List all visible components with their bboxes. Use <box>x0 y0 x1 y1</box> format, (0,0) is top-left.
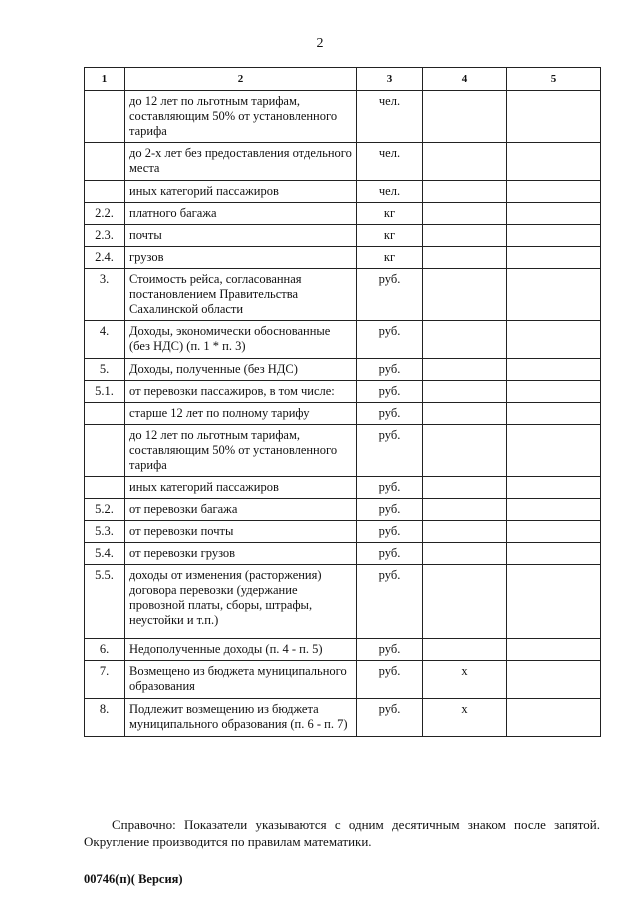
row-number-cell: 4. <box>85 321 125 359</box>
table-row <box>85 565 601 639</box>
row-col4-cell <box>423 247 507 269</box>
row-description-cell: до 2-х лет без предоставления отдельного места <box>125 143 357 181</box>
row-col5-cell <box>507 321 601 359</box>
row-unit-cell: руб. <box>357 381 423 403</box>
table-row <box>85 203 601 225</box>
table-row <box>85 91 601 143</box>
row-description-cell: Недополученные доходы (п. 4 - п. 5) <box>125 639 357 661</box>
row-description-cell: иных категорий пассажиров <box>125 181 357 203</box>
row-col5-cell <box>507 425 601 477</box>
row-number-cell: 5.2. <box>85 499 125 521</box>
row-description-cell: Стоимость рейса, согласованная постановлением Правительства Сахалинской области <box>125 269 357 321</box>
row-unit-cell: кг <box>357 225 423 247</box>
row-col4-cell <box>423 181 507 203</box>
row-description-cell: Доходы, экономически обоснованные (без НДС) (п. 1 * п. 3) <box>125 321 357 359</box>
row-description-cell: иных категорий пассажиров <box>125 477 357 499</box>
header-col-3: 3 <box>357 68 423 91</box>
table-row <box>85 477 601 499</box>
row-unit-cell: руб. <box>357 661 423 699</box>
table-row <box>85 225 601 247</box>
row-col5-cell <box>507 269 601 321</box>
row-col4-cell <box>423 521 507 543</box>
row-number-cell <box>85 91 125 143</box>
row-col4-cell: х <box>423 661 507 699</box>
row-unit-cell: чел. <box>357 181 423 203</box>
row-description-cell: от перевозки пассажиров, в том числе: <box>125 381 357 403</box>
row-col5-cell <box>507 359 601 381</box>
reference-note: Справочно: Показатели указываются с одним десятичным знаком после запятой. Округление производится по правилам математики. <box>84 817 600 849</box>
table-row <box>85 381 601 403</box>
row-col4-cell <box>423 269 507 321</box>
row-col4-cell <box>423 403 507 425</box>
row-col4-cell <box>423 499 507 521</box>
row-col5-cell <box>507 521 601 543</box>
row-col5-cell <box>507 381 601 403</box>
row-col5-cell <box>507 203 601 225</box>
row-unit-cell: руб. <box>357 403 423 425</box>
table-row <box>85 699 601 737</box>
row-number-cell: 5. <box>85 359 125 381</box>
row-col5-cell <box>507 639 601 661</box>
row-col4-cell <box>423 381 507 403</box>
table-row <box>85 425 601 477</box>
row-number-cell: 7. <box>85 661 125 699</box>
row-col5-cell <box>507 499 601 521</box>
row-description-cell: от перевозки багажа <box>125 499 357 521</box>
row-col4-cell <box>423 639 507 661</box>
row-col5-cell <box>507 565 601 639</box>
row-unit-cell: руб. <box>357 499 423 521</box>
row-unit-cell: чел. <box>357 143 423 181</box>
table-row <box>85 661 601 699</box>
row-description-cell: Подлежит возмещению из бюджета муниципального образования (п. 6 - п. 7) <box>125 699 357 737</box>
row-number-cell: 3. <box>85 269 125 321</box>
table-row <box>85 181 601 203</box>
row-number-cell: 5.4. <box>85 543 125 565</box>
table-row <box>85 543 601 565</box>
row-unit-cell: чел. <box>357 91 423 143</box>
header-col-4: 4 <box>423 68 507 91</box>
row-col4-cell <box>423 359 507 381</box>
table-row <box>85 247 601 269</box>
row-number-cell <box>85 477 125 499</box>
row-col5-cell <box>507 477 601 499</box>
row-col4-cell <box>423 91 507 143</box>
table-row <box>85 521 601 543</box>
row-unit-cell: руб. <box>357 521 423 543</box>
row-description-cell: Возмещено из бюджета муниципального образования <box>125 661 357 699</box>
row-unit-cell: кг <box>357 203 423 225</box>
row-number-cell: 2.3. <box>85 225 125 247</box>
row-description-cell: от перевозки грузов <box>125 543 357 565</box>
table-header-row <box>85 68 601 91</box>
row-description-cell: доходы от изменения (расторжения) договора перевозки (удержание провозной платы, сборы, штрафы, неустойки и т.п.) <box>125 565 357 639</box>
row-col4-cell <box>423 143 507 181</box>
row-number-cell <box>85 143 125 181</box>
row-description-cell: Доходы, полученные (без НДС) <box>125 359 357 381</box>
row-number-cell: 5.3. <box>85 521 125 543</box>
table-row <box>85 143 601 181</box>
row-number-cell: 5.1. <box>85 381 125 403</box>
row-col4-cell: х <box>423 699 507 737</box>
row-col5-cell <box>507 403 601 425</box>
row-col5-cell <box>507 699 601 737</box>
row-col4-cell <box>423 225 507 247</box>
row-unit-cell: руб. <box>357 565 423 639</box>
row-description-cell: до 12 лет по льготным тарифам, составляющим 50% от установленного тарифа <box>125 91 357 143</box>
row-col4-cell <box>423 477 507 499</box>
row-number-cell: 8. <box>85 699 125 737</box>
row-col5-cell <box>507 225 601 247</box>
row-description-cell: грузов <box>125 247 357 269</box>
row-unit-cell: руб. <box>357 321 423 359</box>
row-col5-cell <box>507 543 601 565</box>
row-col5-cell <box>507 181 601 203</box>
report-table <box>84 67 601 737</box>
row-unit-cell: руб. <box>357 425 423 477</box>
row-col4-cell <box>423 543 507 565</box>
row-number-cell <box>85 181 125 203</box>
row-col5-cell <box>507 661 601 699</box>
row-number-cell: 6. <box>85 639 125 661</box>
row-unit-cell: руб. <box>357 543 423 565</box>
header-col-5: 5 <box>507 68 601 91</box>
header-col-2: 2 <box>125 68 357 91</box>
table-row <box>85 639 601 661</box>
row-description-cell: старше 12 лет по полному тарифу <box>125 403 357 425</box>
row-number-cell <box>85 425 125 477</box>
row-unit-cell: руб. <box>357 699 423 737</box>
row-col4-cell <box>423 425 507 477</box>
row-number-cell: 2.4. <box>85 247 125 269</box>
row-unit-cell: руб. <box>357 639 423 661</box>
row-col5-cell <box>507 247 601 269</box>
row-number-cell <box>85 403 125 425</box>
page-number: 2 <box>316 36 324 51</box>
row-description-cell: от перевозки почты <box>125 521 357 543</box>
row-number-cell: 5.5. <box>85 565 125 639</box>
table-row <box>85 269 601 321</box>
header-col-1: 1 <box>85 68 125 91</box>
row-col5-cell <box>507 91 601 143</box>
table-row <box>85 359 601 381</box>
table-row <box>85 321 601 359</box>
row-unit-cell: руб. <box>357 477 423 499</box>
row-description-cell: до 12 лет по льготным тарифам, составляющим 50% от установленного тарифа <box>125 425 357 477</box>
table-row <box>85 403 601 425</box>
row-col4-cell <box>423 321 507 359</box>
row-number-cell: 2.2. <box>85 203 125 225</box>
row-col4-cell <box>423 203 507 225</box>
table-row <box>85 499 601 521</box>
document-code: 00746(п)( Версия) <box>84 872 183 886</box>
row-description-cell: почты <box>125 225 357 247</box>
row-unit-cell: кг <box>357 247 423 269</box>
row-description-cell: платного багажа <box>125 203 357 225</box>
row-unit-cell: руб. <box>357 359 423 381</box>
row-col5-cell <box>507 143 601 181</box>
row-unit-cell: руб. <box>357 269 423 321</box>
table-body <box>85 91 601 737</box>
row-col4-cell <box>423 565 507 639</box>
